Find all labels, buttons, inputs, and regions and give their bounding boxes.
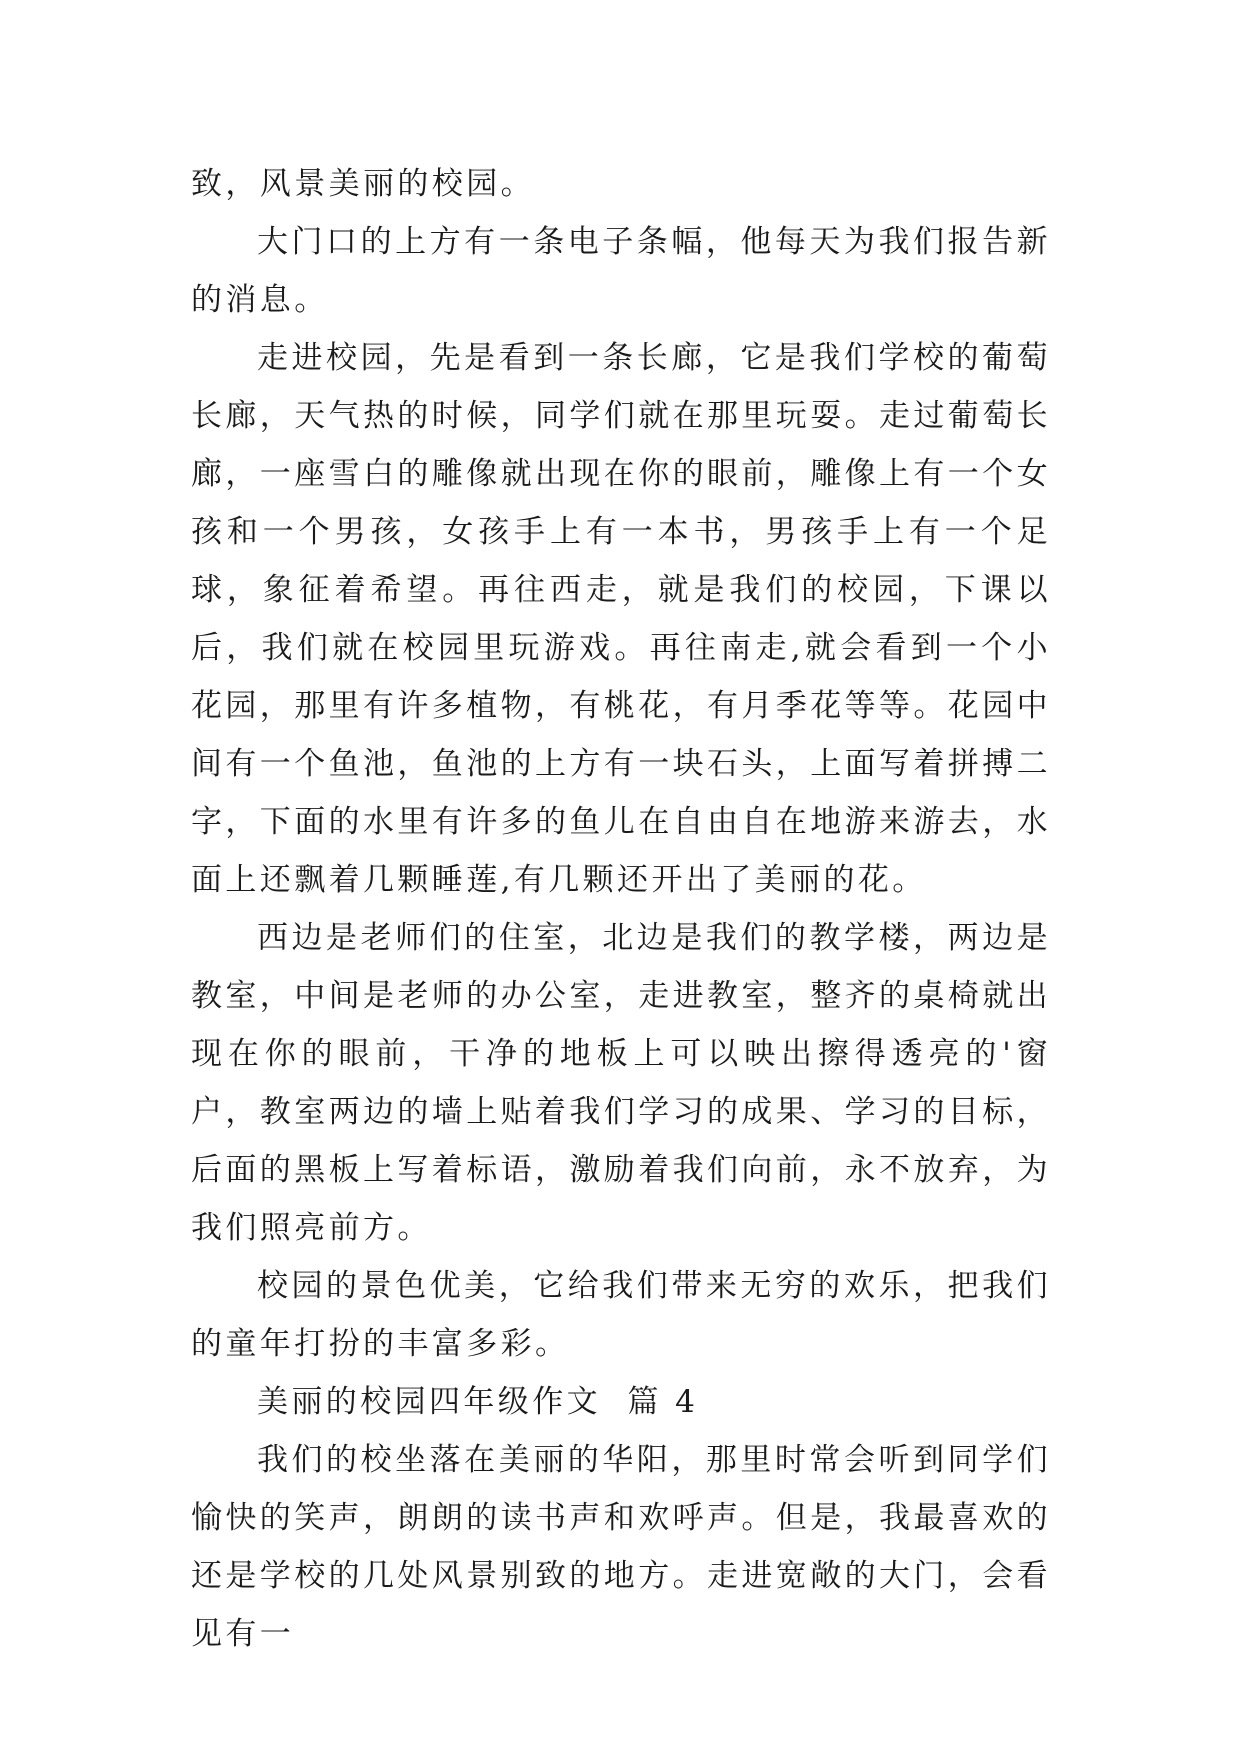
paragraph-corridor: 走进校园，先是看到一条长廊，它是我们学校的葡萄长廊，天气热的时候，同学们就在那里玩耍。走过葡萄长廊，一座雪白的雕像就出现在你的眼前，雕像上有一个女孩和一个男孩，女孩手上有一本书，男孩手上有一个足球，象征着希望。再往西走，就是我们的校园，下课以后，我们就在校园里玩游戏。再往南走,就会看到一个小花园，那里有许多植物，有桃花，有月季花等等。花园中间有一个鱼池，鱼池的上方有一块石头，上面写着拼搏二字，下面的水里有许多的鱼儿在自由自在地游来游去，水面上还飘着几颗睡莲,有几颗还开出了美丽的花。 xyxy=(191,340,1051,898)
paragraph-banner: 大门口的上方有一条电子条幅，他每天为我们报告新的消息。 xyxy=(191,224,1051,318)
section-heading: 美丽的校园四年级作文 篇 4 xyxy=(257,1384,699,1420)
paragraph-continuation: 致，风景美丽的校园。 xyxy=(191,166,535,202)
document-body xyxy=(191,155,1051,1663)
paragraph-classroom: 西边是老师们的住室，北边是我们的教学楼，两边是教室，中间是老师的办公室，走进教室，整齐的桌椅就出现在你的眼前，干净的地板上可以映出擦得透亮的'窗户，教室两边的墙上贴着我们学习的成果、学习的目标，后面的黑板上写着标语，激励着我们向前，永不放弃，为我们照亮前方。 xyxy=(191,920,1051,1246)
paragraph-essay-4-intro: 我们的校坐落在美丽的华阳，那里时常会听到同学们愉快的笑声，朗朗的读书声和欢呼声。但是，我最喜欢的还是学校的几处风景别致的地方。走进宽敞的大门，会看见有一 xyxy=(191,1442,1051,1652)
paragraph-conclusion: 校园的景色优美，它给我们带来无穷的欢乐，把我们的童年打扮的丰富多彩。 xyxy=(191,1268,1051,1362)
